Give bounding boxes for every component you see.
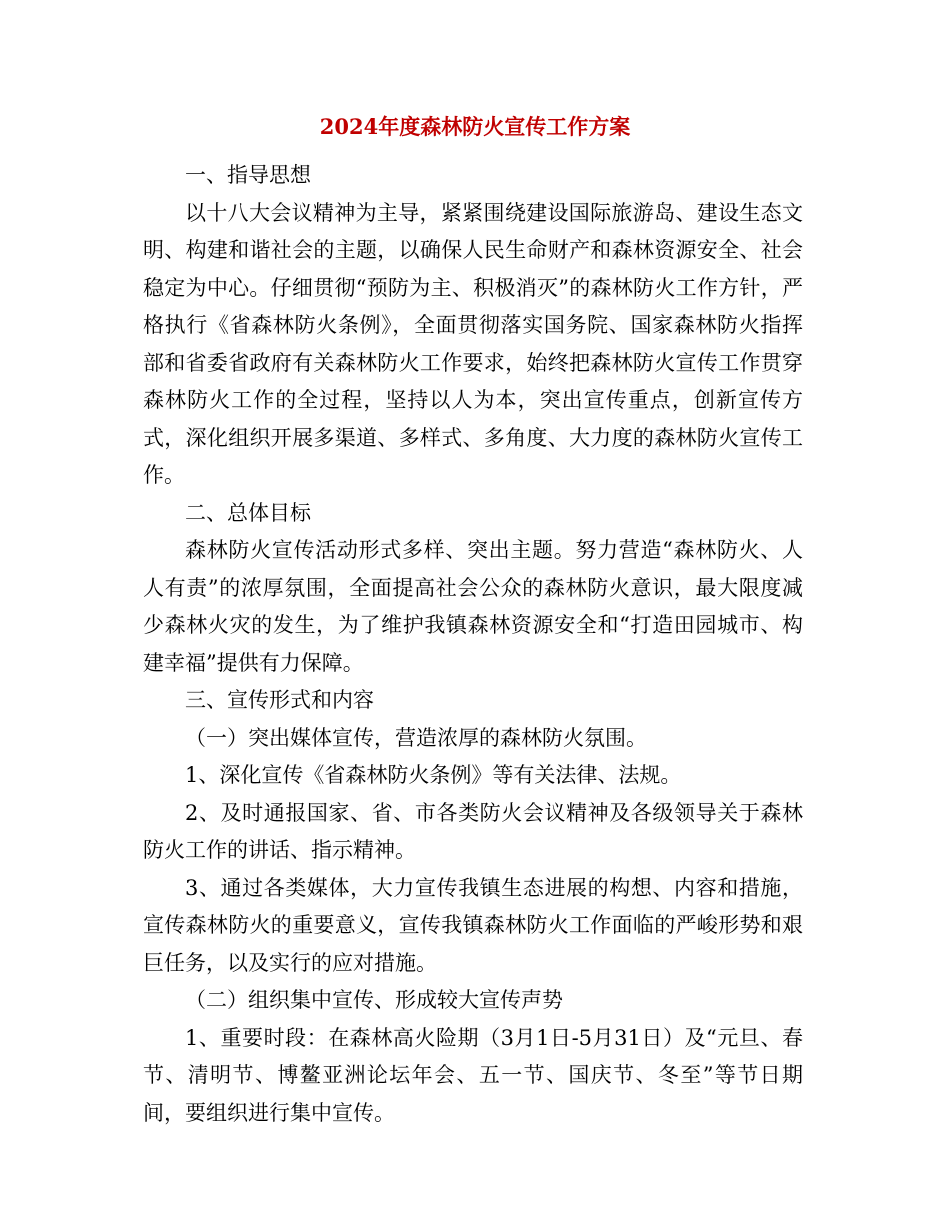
list-item-media-2: 2、及时通报国家、省、市各类防火会议精神及各级领导关于森林防火工作的讲话、指示精神。 — [143, 800, 803, 862]
list-item-media-1: 1、深化宣传《省森林防火条例》等有关法律、法规。 — [185, 763, 682, 787]
document-body — [143, 157, 803, 1132]
list-item-media-3: 3、通过各类媒体，大力宣传我镇生态进展的构想、内容和措施，宣传森林防火的重要意义，宣传我镇森林防火工作面临的严峻形势和艰巨任务，以及实行的应对措施。 — [143, 875, 803, 975]
section-heading-guiding-ideology: 一、指导思想 — [185, 163, 311, 187]
list-item-concentrated-1: 1、重要时段：在森林高火险期（3月1日-5月31日）及“元旦、春节、清明节、博鳌亚洲论坛年会、五一节、国庆节、冬至”等节日期间，要组织进行集中宣传。 — [143, 1025, 803, 1125]
document-title: 2024年度森林防火宣传工作方案 — [319, 114, 631, 139]
section-heading-forms-content: 三、宣传形式和内容 — [185, 688, 374, 712]
subsection-heading-concentrated: （二）组织集中宣传、形成较大宣传声势 — [185, 988, 563, 1012]
subsection-heading-media: （一）突出媒体宣传，营造浓厚的森林防火氛围。 — [185, 725, 647, 750]
paragraph-guiding-ideology: 以十八大会议精神为主导，紧紧围绕建设国际旅游岛、建设生态文明、构建和谐社会的主题，以确保人民生命财产和森林资源安全、社会稳定为中心。仔细贯彻“预防为主、积极消灭”的森林防火工作方针，严格执行《省森林防火条例》，全面贯彻落实国务院、国家森林防火指挥部和省委省政府有关森林防火工作要求，始终把森林防火宣传工作贯穿森林防火工作的全过程，坚持以人为本，突出宣传重点，创新宣传方式，深化组织开展多渠道、多样式、多角度、大力度的森林防火宣传工作。 — [143, 200, 803, 487]
section-heading-overall-goal: 二、总体目标 — [185, 500, 311, 525]
paragraph-overall-goal: 森林防火宣传活动形式多样、突出主题。努力营造“森林防火、人人有责”的浓厚氛围，全面提高社会公众的森林防火意识，最大限度减少森林火灾的发生，为了维护我镇森林资源安全和“打造田园城市、构建幸福”提供有力保障。 — [143, 538, 803, 675]
